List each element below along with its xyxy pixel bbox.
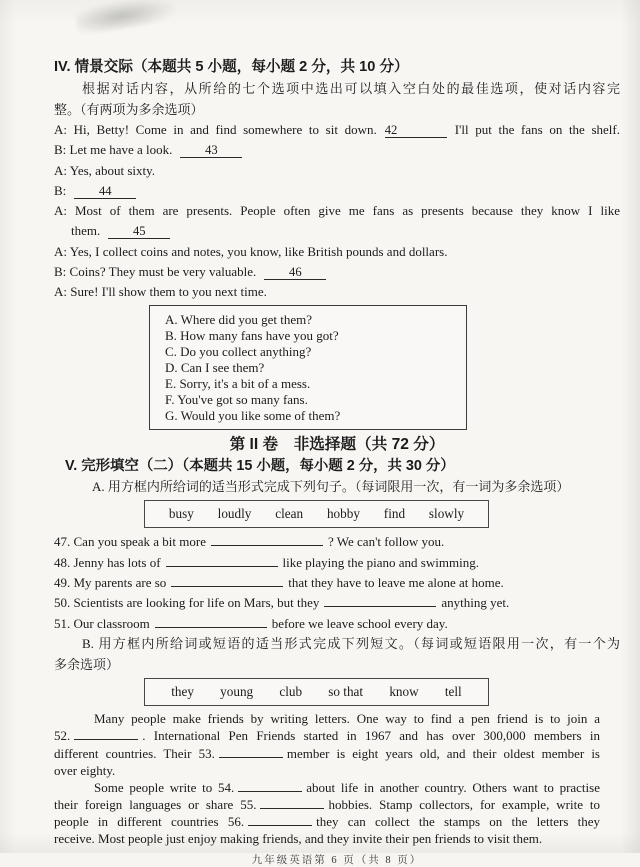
passage-text: Some people write to 54.	[94, 780, 235, 796]
dialog-line-8	[54, 262, 620, 282]
blank-52	[74, 727, 138, 740]
word-option: young	[220, 684, 254, 700]
paragraph1-line2	[54, 727, 600, 744]
question-text: ? We can't follow you.	[328, 534, 445, 550]
option-item: E. Sorry, it's a bit of a mess.	[165, 375, 311, 391]
question-text: 49. My parents are so	[54, 574, 167, 590]
blank-44: 44	[74, 184, 136, 199]
section4-heading: IV. 情景交际（本题共 5 小题，每小题 2 分，共 10 分）	[54, 59, 409, 75]
dialog-text: B:	[54, 182, 67, 198]
page-footer: 九年级英语第 6 页（共 8 页）	[251, 854, 423, 866]
dialog-line-7	[54, 242, 620, 262]
word-option: know	[389, 684, 419, 700]
word-option: they	[171, 684, 194, 700]
option-item: D. Can I see them?	[165, 359, 265, 375]
question-48	[54, 553, 620, 573]
word-option: so that	[328, 684, 364, 700]
question-47	[54, 532, 620, 552]
blank-47	[211, 533, 323, 546]
blank-56	[248, 813, 312, 826]
question-text: 48. Jenny has lots of	[54, 554, 161, 570]
dialog-text: A: Most of them are presents. People often give me fans as presents because they know I like	[54, 203, 620, 219]
dialog-text: A: Yes, I collect coins and notes, you know, like British pounds and dollars.	[54, 243, 448, 259]
paragraph1-line1	[54, 710, 600, 727]
passage-text: Many people make friends by writing letters. One way to find a pen friend is to join a	[94, 711, 600, 727]
word-box-b	[144, 678, 489, 706]
dialog-text: A: Sure! I'll show them to you next time.	[54, 284, 267, 300]
dialog-line-4	[54, 181, 620, 201]
paragraph2-line4	[54, 831, 600, 847]
paragraph2-line2	[54, 796, 600, 813]
dialog-text: I'll put the fans on the shelf.	[454, 122, 620, 137]
section5b-instruction-line1: B. 用方框内所给词或短语的适当形式完成下列短文。（每词或短语限用一次，有一个为	[82, 636, 620, 652]
word-box-a	[144, 500, 489, 528]
option-item: G. Would you like some of them?	[165, 407, 341, 423]
blank-54	[238, 779, 302, 792]
word-option: loudly	[217, 506, 252, 522]
option-item: B. How many fans have you got?	[165, 327, 339, 343]
paragraph2-line1	[54, 779, 600, 796]
question-text: that they have to leave me alone at home.	[288, 574, 504, 590]
option-item: A. Where did you get them?	[165, 311, 313, 327]
dialog-text: them.	[71, 223, 101, 239]
word-option: hobby	[326, 506, 360, 522]
option-item: F. You've got so many fans.	[165, 391, 308, 407]
dialog-text: B: Let me have a look.	[54, 142, 173, 158]
scan-smudge-artifact	[74, 0, 177, 36]
blank-51	[155, 615, 267, 628]
passage-text: member is eight years old, and their oldest member is	[286, 745, 600, 761]
passage-paragraph-1	[54, 710, 600, 779]
word-option: club	[279, 684, 303, 700]
question-text: 50. Scientists are looking for life on Mars, but they	[54, 595, 320, 611]
blank-43: 43	[180, 143, 242, 158]
blank-45: 45	[108, 224, 170, 239]
passage-text: . International Pen Friends started in 1967 and has over 300,000 members in	[142, 728, 600, 744]
question-51	[54, 614, 620, 634]
option-item: C. Do you collect anything?	[165, 343, 312, 359]
blank-55	[260, 796, 324, 809]
paragraph2-line3	[54, 813, 600, 830]
question-text: like playing the piano and swimming.	[282, 554, 479, 570]
passage-text: hobbies. Stamp collectors, for example, write to	[328, 797, 600, 813]
word-option: find	[383, 506, 406, 522]
passage-text: over eighty.	[54, 762, 116, 778]
blank-46: 46	[264, 265, 326, 280]
word-option: busy	[168, 506, 194, 522]
blank-49	[171, 574, 283, 587]
dialog-text: A: Hi, Betty! Come in and find somewhere to sit down.	[54, 122, 377, 137]
word-option: tell	[444, 684, 462, 700]
passage-text: receive. Most people just enjoy making friends, and they invite their pen friends to visit them.	[54, 830, 543, 846]
passage-text: about life in another country. Others want to practise	[306, 780, 600, 796]
dialog-line-6	[54, 221, 620, 241]
blank-42: 42	[385, 123, 447, 138]
dialog-line-1	[54, 120, 620, 140]
question-text: anything yet.	[441, 595, 510, 611]
question-text: 51. Our classroom	[54, 615, 150, 631]
dialog-line-5	[54, 201, 620, 221]
dialog-line-2	[54, 140, 620, 160]
question-49	[54, 573, 620, 593]
blank-53	[219, 745, 283, 758]
passage-text: their foreign languages or share 55.	[54, 797, 257, 813]
question-text: before we leave school every day.	[271, 615, 448, 631]
dialog-text: B: Coins? They must be very valuable.	[54, 264, 257, 280]
part2-heading: 第 II 卷 非选择题（共 72 分）	[229, 435, 445, 453]
passage-paragraph-2	[54, 779, 600, 847]
dialog-text: A: Yes, about sixty.	[54, 162, 156, 178]
question-text: 47. Can you speak a bit more	[54, 534, 206, 550]
section5b-instruction-line2: 多余选项）	[54, 656, 120, 672]
paragraph1-line4	[54, 762, 600, 779]
blank-48	[166, 554, 278, 567]
dialog-line-9	[54, 282, 620, 302]
page-content	[54, 57, 620, 867]
passage-text: people in different countries 56.	[54, 814, 245, 830]
section5a-instruction: A. 用方框内所给词的适当形式完成下列句子。（每词限用一次，有一词为多余选项）	[92, 478, 570, 494]
passage-text: different countries. Their 53.	[54, 745, 215, 761]
dialog-line-3	[54, 161, 620, 181]
word-option: slowly	[428, 506, 465, 522]
passage-text: they can collect the stamps on the letters they	[316, 814, 600, 830]
section4-instruction-line2: 整。（有两项为多余选项）	[54, 101, 204, 117]
question-50	[54, 593, 620, 613]
paragraph1-line3	[54, 745, 600, 762]
section5-heading: V. 完形填空（二）（本题共 15 小题，每小题 2 分，共 30 分）	[65, 457, 455, 474]
blank-50	[324, 594, 436, 607]
passage-text: 52.	[54, 728, 71, 744]
word-option: clean	[275, 506, 304, 522]
section4-instruction-line1: 根据对话内容，从所给的七个选项中选出可以填入空白处的最佳选项，使对话内容完	[82, 81, 620, 96]
options-box	[149, 305, 467, 430]
